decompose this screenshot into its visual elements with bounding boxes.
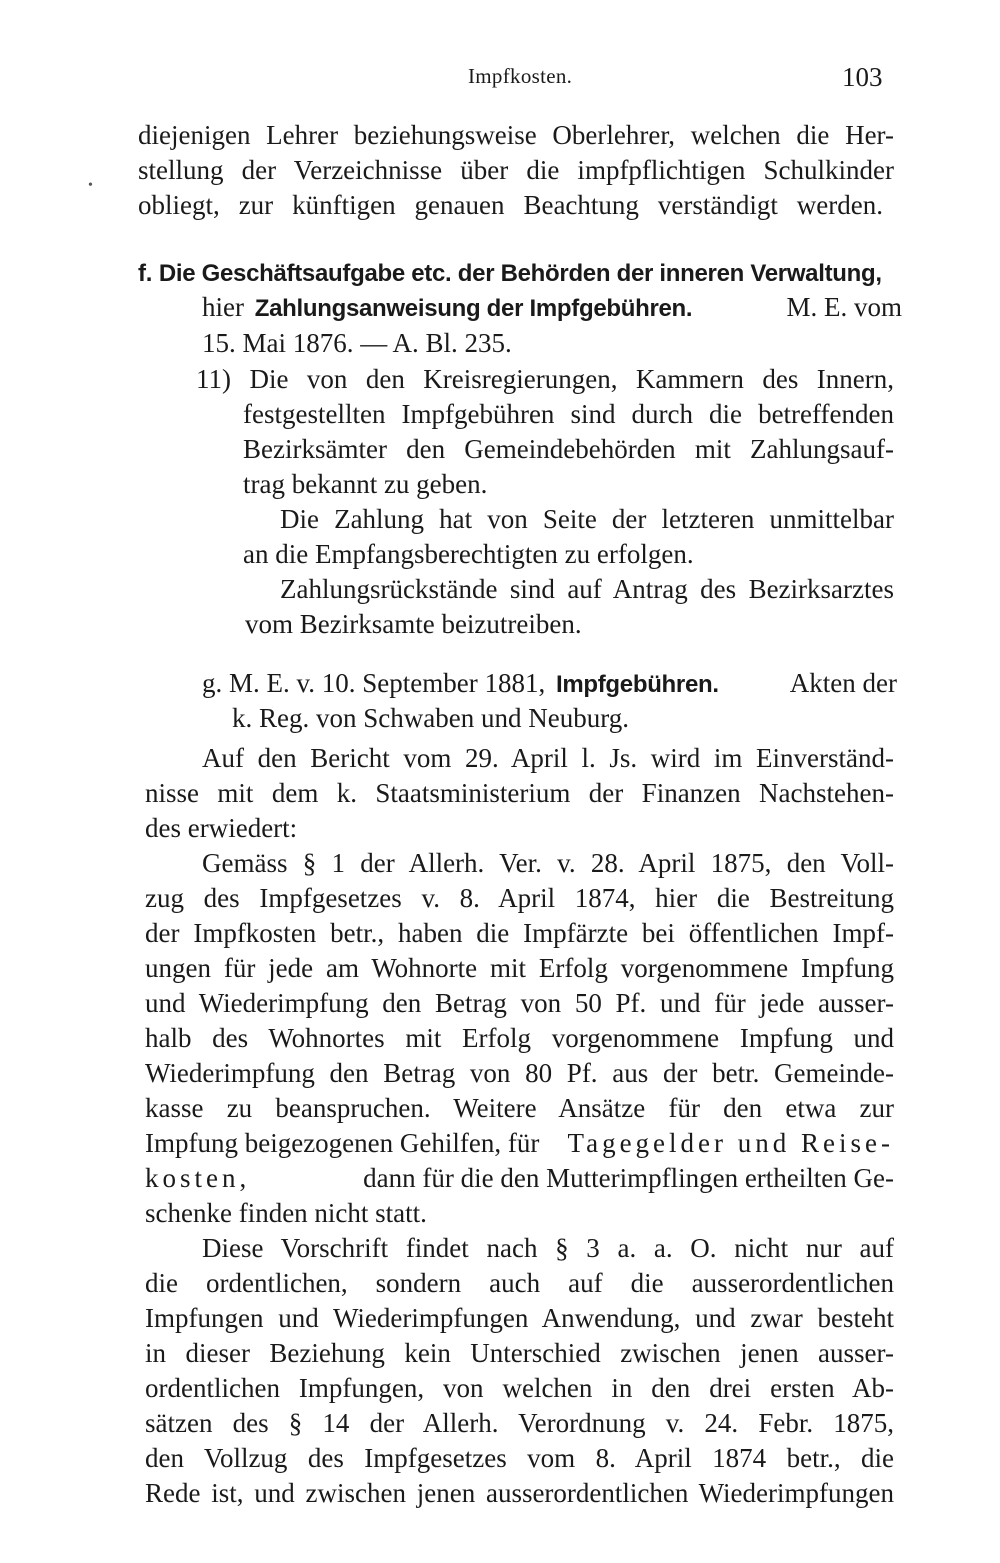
text-line: sätzen des § 14 der Allerh. Verordnung v. 24. Febr. 1875, [145, 1408, 894, 1438]
spaced-emphasis: kosten, [145, 1163, 251, 1193]
text-line: kasse zu beanspruchen. Weitere Ansätze für den etwa zur [145, 1093, 894, 1123]
text-line: der Impfkosten betr., haben die Impfärzte bei öffentlichen Impf- [145, 918, 894, 948]
text-line-spaced [145, 1161, 894, 1195]
text-line: k. Reg. von Schwaben und Neuburg. [232, 703, 629, 733]
subtitle-reference: M. E. vom [786, 292, 902, 322]
page-header [0, 62, 1000, 102]
text-line: vom Bezirksamte beizutreiben. [245, 609, 582, 639]
text-line: Gemäss § 1 der Allerh. Ver. v. 28. April 1875, den Voll- [202, 848, 894, 878]
text-line: die ordentlichen, sondern auch auf die ausserordentlichen [145, 1268, 894, 1298]
section-label: f. [138, 260, 153, 287]
section-subtitle [202, 290, 902, 324]
text-line: zug des Impfgesetzes v. 8. April 1874, hier die Bestreitung [145, 883, 894, 913]
text-line: stellung der Verzeichnisse über die impfpflichtigen Schulkinder [138, 155, 894, 185]
section-heading-g [202, 666, 897, 700]
text-line: trag bekannt zu geben. [243, 469, 488, 499]
text-line: Zahlungsrückstände sind auf Antrag des Bezirksarztes [280, 574, 894, 604]
text-line: Wiederimpfung den Betrag von 80 Pf. aus der betr. Gemeinde- [145, 1058, 894, 1088]
text-line-spaced [145, 1126, 894, 1160]
text-line: an die Empfangsberechtigten zu erfolgen. [243, 539, 694, 569]
text-line: obliegt, zur künftigen genauen Beachtung verständigt werden. [138, 190, 883, 220]
text-line: und Wiederimpfung den Betrag von 50 Pf. und für jede ausser- [145, 988, 894, 1018]
text-line: Die Zahlung hat von Seite der letzteren unmittelbar [280, 504, 894, 534]
text-line: Bezirksämter den Gemeindebehörden mit Zahlungsauf- [243, 434, 894, 464]
heading-g-lead: g. M. E. v. 10. September 1881, [202, 668, 546, 698]
line-part: dann für die den Mutterimpflingen ertheilten Ge- [363, 1163, 894, 1193]
text-line: Impfungen und Wiederimpfungen Anwendung, und zwar besteht [145, 1303, 894, 1333]
running-title: Impfkosten. [468, 64, 573, 88]
text-line: Diese Vorschrift findet nach § 3 a. a. O. nicht nur auf [202, 1233, 894, 1263]
text-line: ordentlichen Impfungen, von welchen in den drei ersten Ab- [145, 1373, 894, 1403]
margin-speck: • [88, 178, 93, 193]
section-title: Die Geschäftsaufgabe etc. der Behörden der inneren Verwaltung, [158, 260, 882, 287]
subtitle-bold: Zahlungsanweisung der Impfgebühren. [254, 295, 693, 322]
text-line: nisse mit dem k. Staatsministerium der Finanzen Nachstehen- [145, 778, 894, 808]
text-line: Auf den Bericht vom 29. April l. Js. wird im Einverständ- [202, 743, 894, 773]
heading-g-bold: Impfgebühren. [555, 671, 719, 698]
text-line: den Vollzug des Impfgesetzes vom 8. April 1874 betr., die [145, 1443, 894, 1473]
text-line: diejenigen Lehrer beziehungsweise Oberlehrer, welchen die Her- [138, 120, 894, 150]
page-number: 103 [842, 62, 883, 92]
subtitle-lead: hier [202, 292, 244, 322]
text-line: schenke finden nicht statt. [145, 1198, 427, 1228]
section-heading-f [138, 255, 898, 289]
text-line: halb des Wohnortes mit Erfolg vorgenommene Impfung und [145, 1023, 894, 1053]
spaced-emphasis: Tagegelder und Reise- [567, 1128, 894, 1158]
text-line: Rede ist, und zwischen jenen ausserordentlichen Wiederimpfungen [145, 1478, 894, 1508]
text-line: in dieser Beziehung kein Unterschied zwischen jenen ausser- [145, 1338, 894, 1368]
text-line: ungen für jede am Wohnorte mit Erfolg vorgenommene Impfung [145, 953, 894, 983]
text-line: des erwiedert: [145, 813, 298, 843]
line-part: Impfung beigezogenen Gehilfen, für [145, 1128, 540, 1158]
decree-date: 15. Mai 1876. — A. Bl. 235. [202, 328, 512, 358]
text-line: festgestellten Impfgebühren sind durch die betreffenden [243, 399, 894, 429]
heading-g-reference: Akten der [789, 668, 897, 698]
text-line: 11) Die von den Kreisregierungen, Kammern des Innern, [196, 364, 894, 394]
